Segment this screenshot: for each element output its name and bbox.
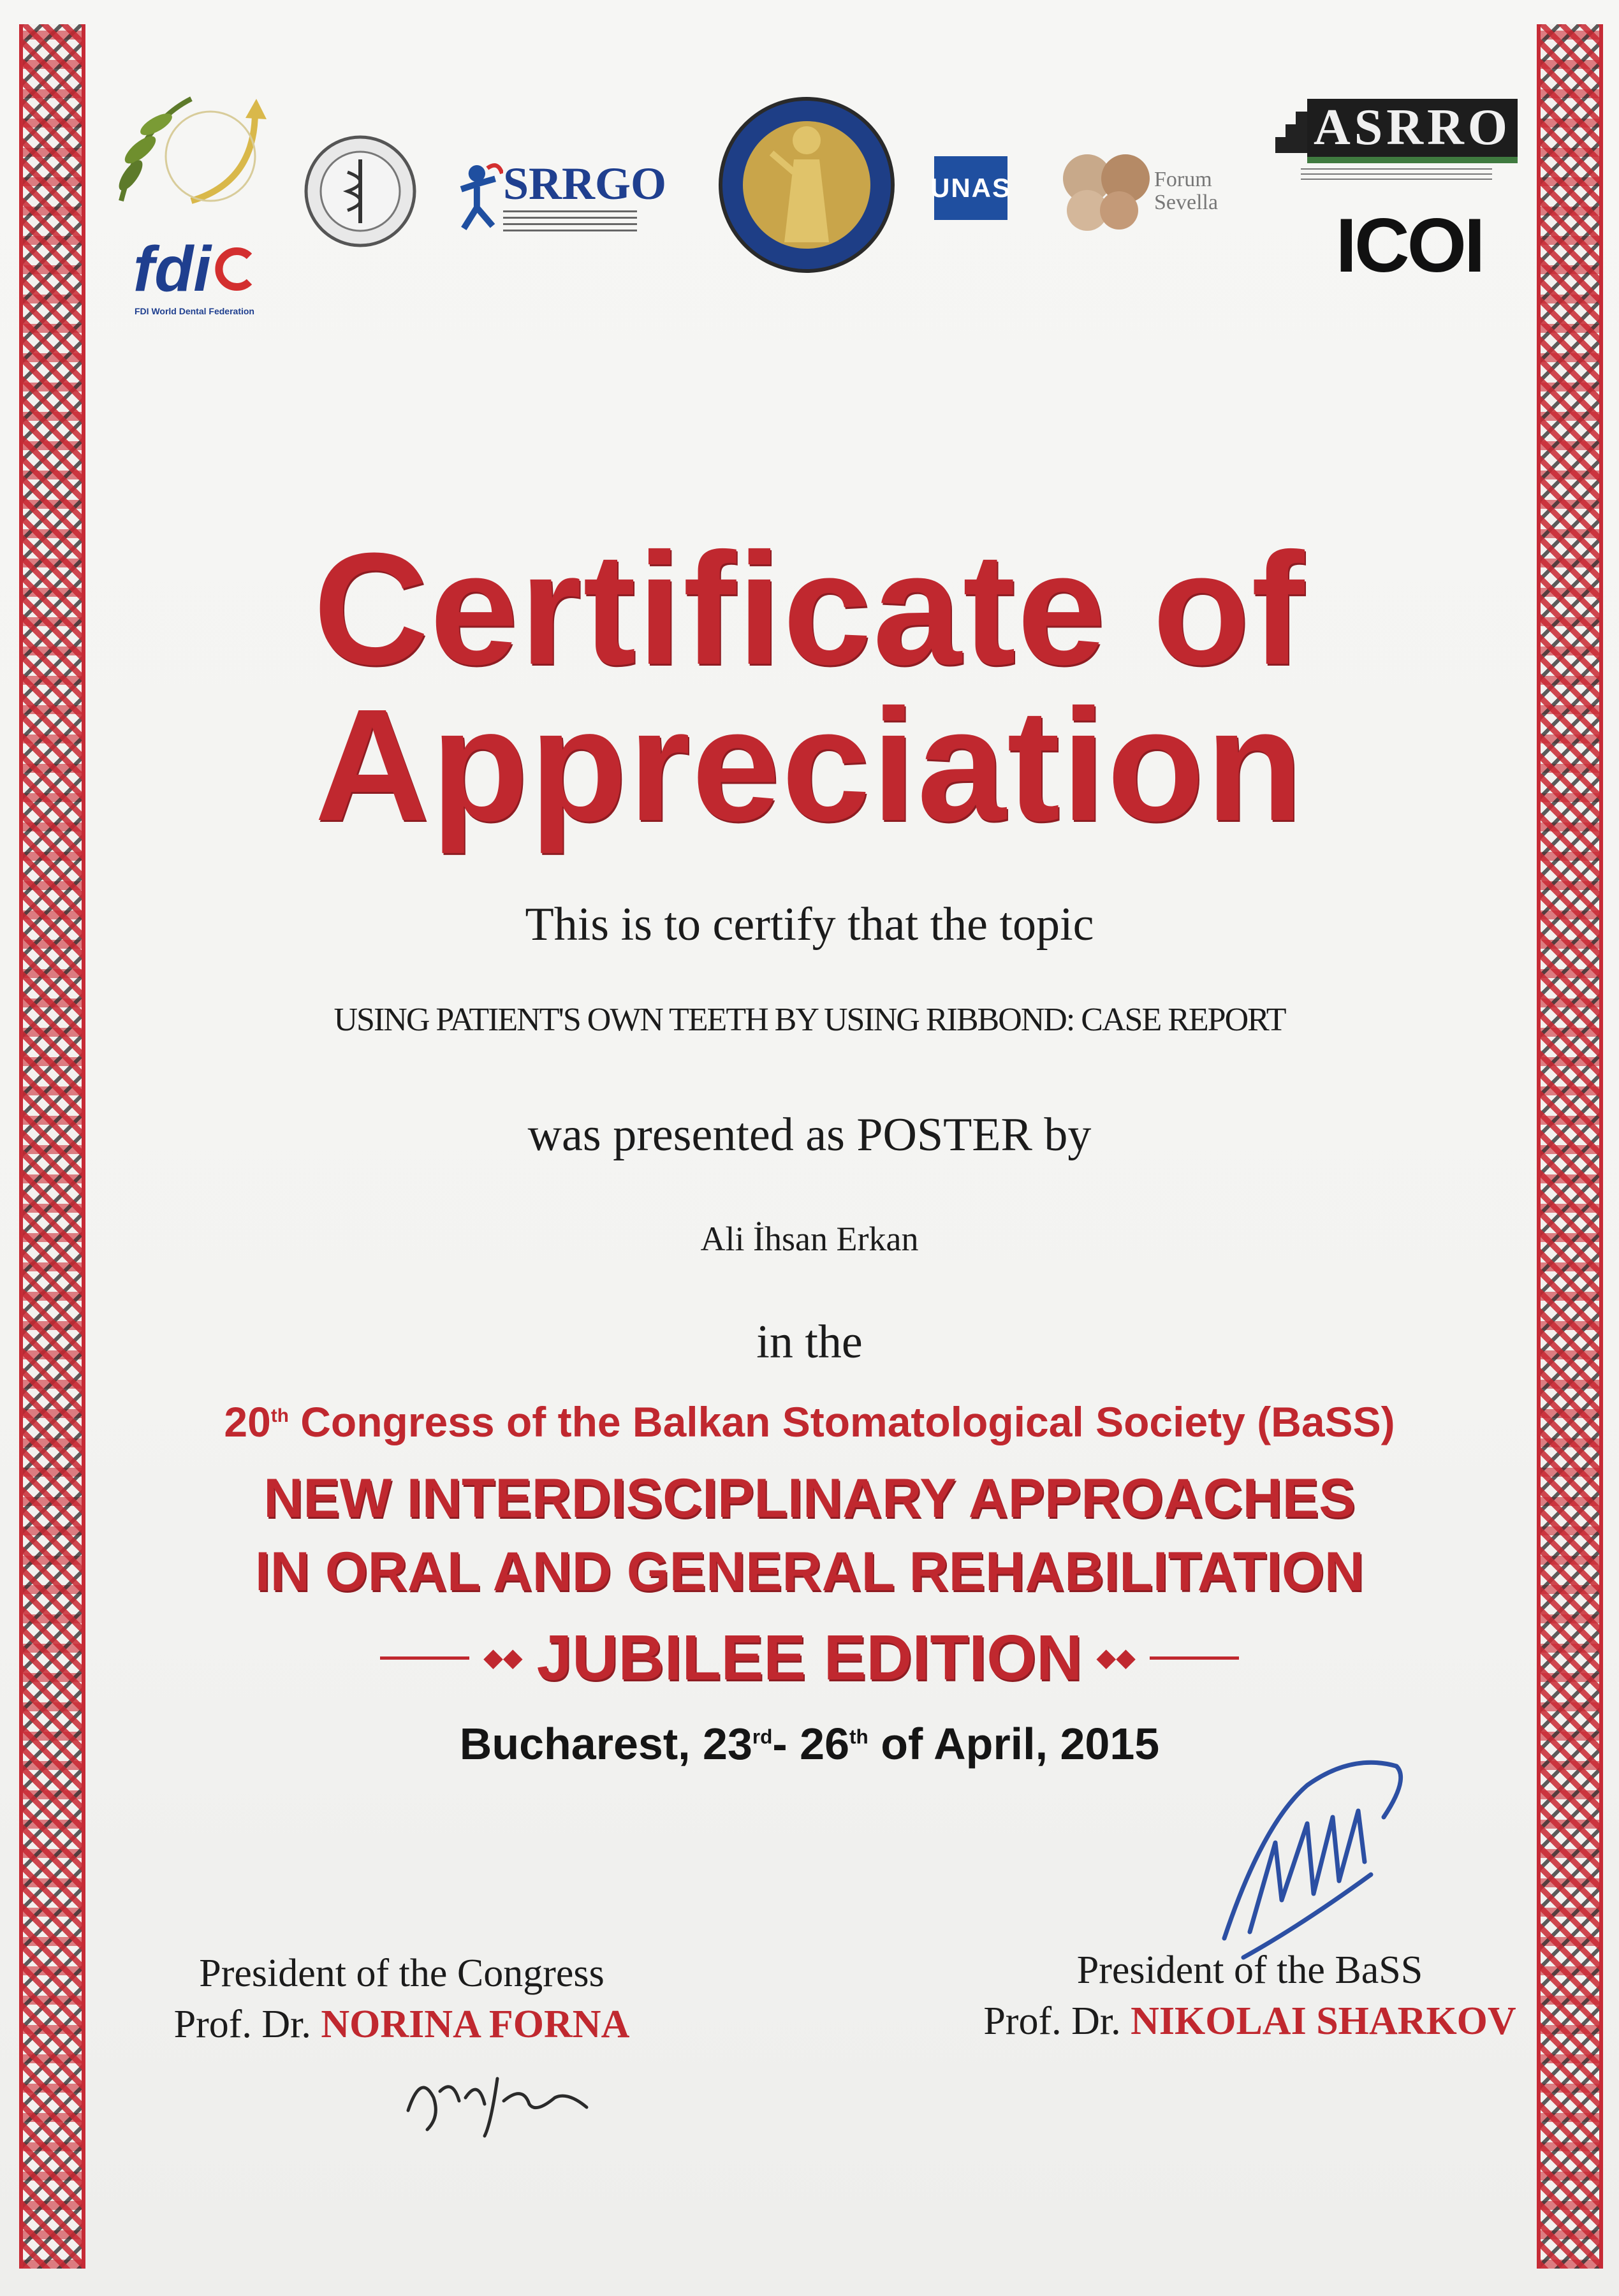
congress-ordinal-number: 20: [224, 1398, 271, 1445]
congress-theme-line1: NEW INTERDISCIPLINARY APPROACHES: [263, 1468, 1356, 1529]
right-signatory-name: NIKOLAI SHARKOV: [1131, 2000, 1516, 2043]
right-folk-border: [1537, 24, 1603, 2269]
date-range-mid: - 26: [772, 1719, 850, 1769]
srrgo-subtitle-lines: [503, 210, 637, 232]
balkan-olive-logo: [96, 73, 287, 226]
congress-ordinal-suffix: th: [270, 1405, 289, 1426]
right-signatory-prefix: Prof. Dr.: [983, 2000, 1121, 2043]
srrgo-logo: [456, 143, 666, 245]
icoi-logo-text: ICOI: [1335, 203, 1483, 288]
asrro-subtitle-lines: [1301, 168, 1492, 182]
right-signature-scribble: [1205, 1747, 1435, 1977]
asrro-logo-text: ASRRO: [1307, 99, 1518, 163]
left-folk-border: [19, 24, 85, 2269]
date-end-suffix: th: [849, 1725, 868, 1748]
medical-seal-logo: [303, 134, 418, 249]
certificate-title-line2: Appreciation: [314, 676, 1305, 854]
jubilee-right-rule: [1150, 1656, 1239, 1660]
forum-sevella-logo: [1055, 147, 1272, 236]
forum-logo-text: Forum Sevella: [1154, 168, 1219, 214]
left-signatory-name: NORINA FORNA: [321, 2003, 630, 2046]
jubilee-right-ornament-icon: ◆◆: [1096, 1643, 1136, 1672]
topic-text: USING PATIENT'S OWN TEETH BY USING RIBBOND: CASE REPORT: [333, 1002, 1286, 1038]
fdi-swoosh-icon: [211, 247, 256, 291]
right-signatory-role: President of the BaSS: [1076, 1949, 1423, 1992]
right-signatory: [956, 1945, 1543, 2047]
srrgo-logo-text: SRRGO: [502, 157, 666, 209]
date-location-prefix: Bucharest, 23: [459, 1719, 752, 1769]
left-signatory-role: President of the Congress: [199, 1952, 604, 1995]
congress-theme-line2: IN ORAL AND GENERAL REHABILITATION: [254, 1541, 1365, 1602]
icoi-logo: [1326, 204, 1492, 287]
fdi-logo-text: fdi: [133, 233, 212, 305]
in-the-text: in the: [756, 1316, 863, 1368]
left-signatory: [147, 1948, 657, 2050]
right-signatory-line: [956, 1996, 1543, 2047]
left-signature-scribble: [395, 2053, 599, 2142]
jubilee-edition-text: JUBILEE EDITION: [536, 1622, 1083, 1693]
congress-name: [128, 1393, 1491, 1451]
date-end-text: of April, 2015: [868, 1719, 1160, 1769]
fdi-logo-subtitle: FDI World Dental Federation: [135, 305, 254, 316]
academy-medallion-logo: [717, 96, 896, 274]
jubilee-left-rule: [380, 1656, 469, 1660]
unas-logo-text: UNAS: [930, 173, 1012, 203]
asrro-stair-icon: [1275, 108, 1307, 153]
forum-coins-icon: [1059, 150, 1154, 233]
jubilee-edition-row: [128, 1623, 1491, 1693]
srrgo-figure-icon: [456, 150, 503, 239]
unas-logo: [930, 156, 1012, 220]
date-start-suffix: rd: [752, 1725, 773, 1748]
certify-text: This is to certify that the topic: [525, 898, 1094, 951]
left-signatory-line: [147, 1999, 657, 2050]
certificate-title-line1: Certificate of: [313, 520, 1306, 698]
jubilee-left-ornament-icon: ◆◆: [483, 1643, 523, 1672]
left-signatory-prefix: Prof. Dr.: [173, 2003, 311, 2046]
presenter-name: Ali İhsan Erkan: [700, 1220, 919, 1258]
asrro-logo: [1275, 86, 1518, 194]
presented-text: was presented as POSTER by: [527, 1109, 1092, 1161]
congress-title: Congress of the Balkan Stomatological Society (BaSS): [300, 1398, 1395, 1445]
fdi-logo: [112, 233, 277, 316]
